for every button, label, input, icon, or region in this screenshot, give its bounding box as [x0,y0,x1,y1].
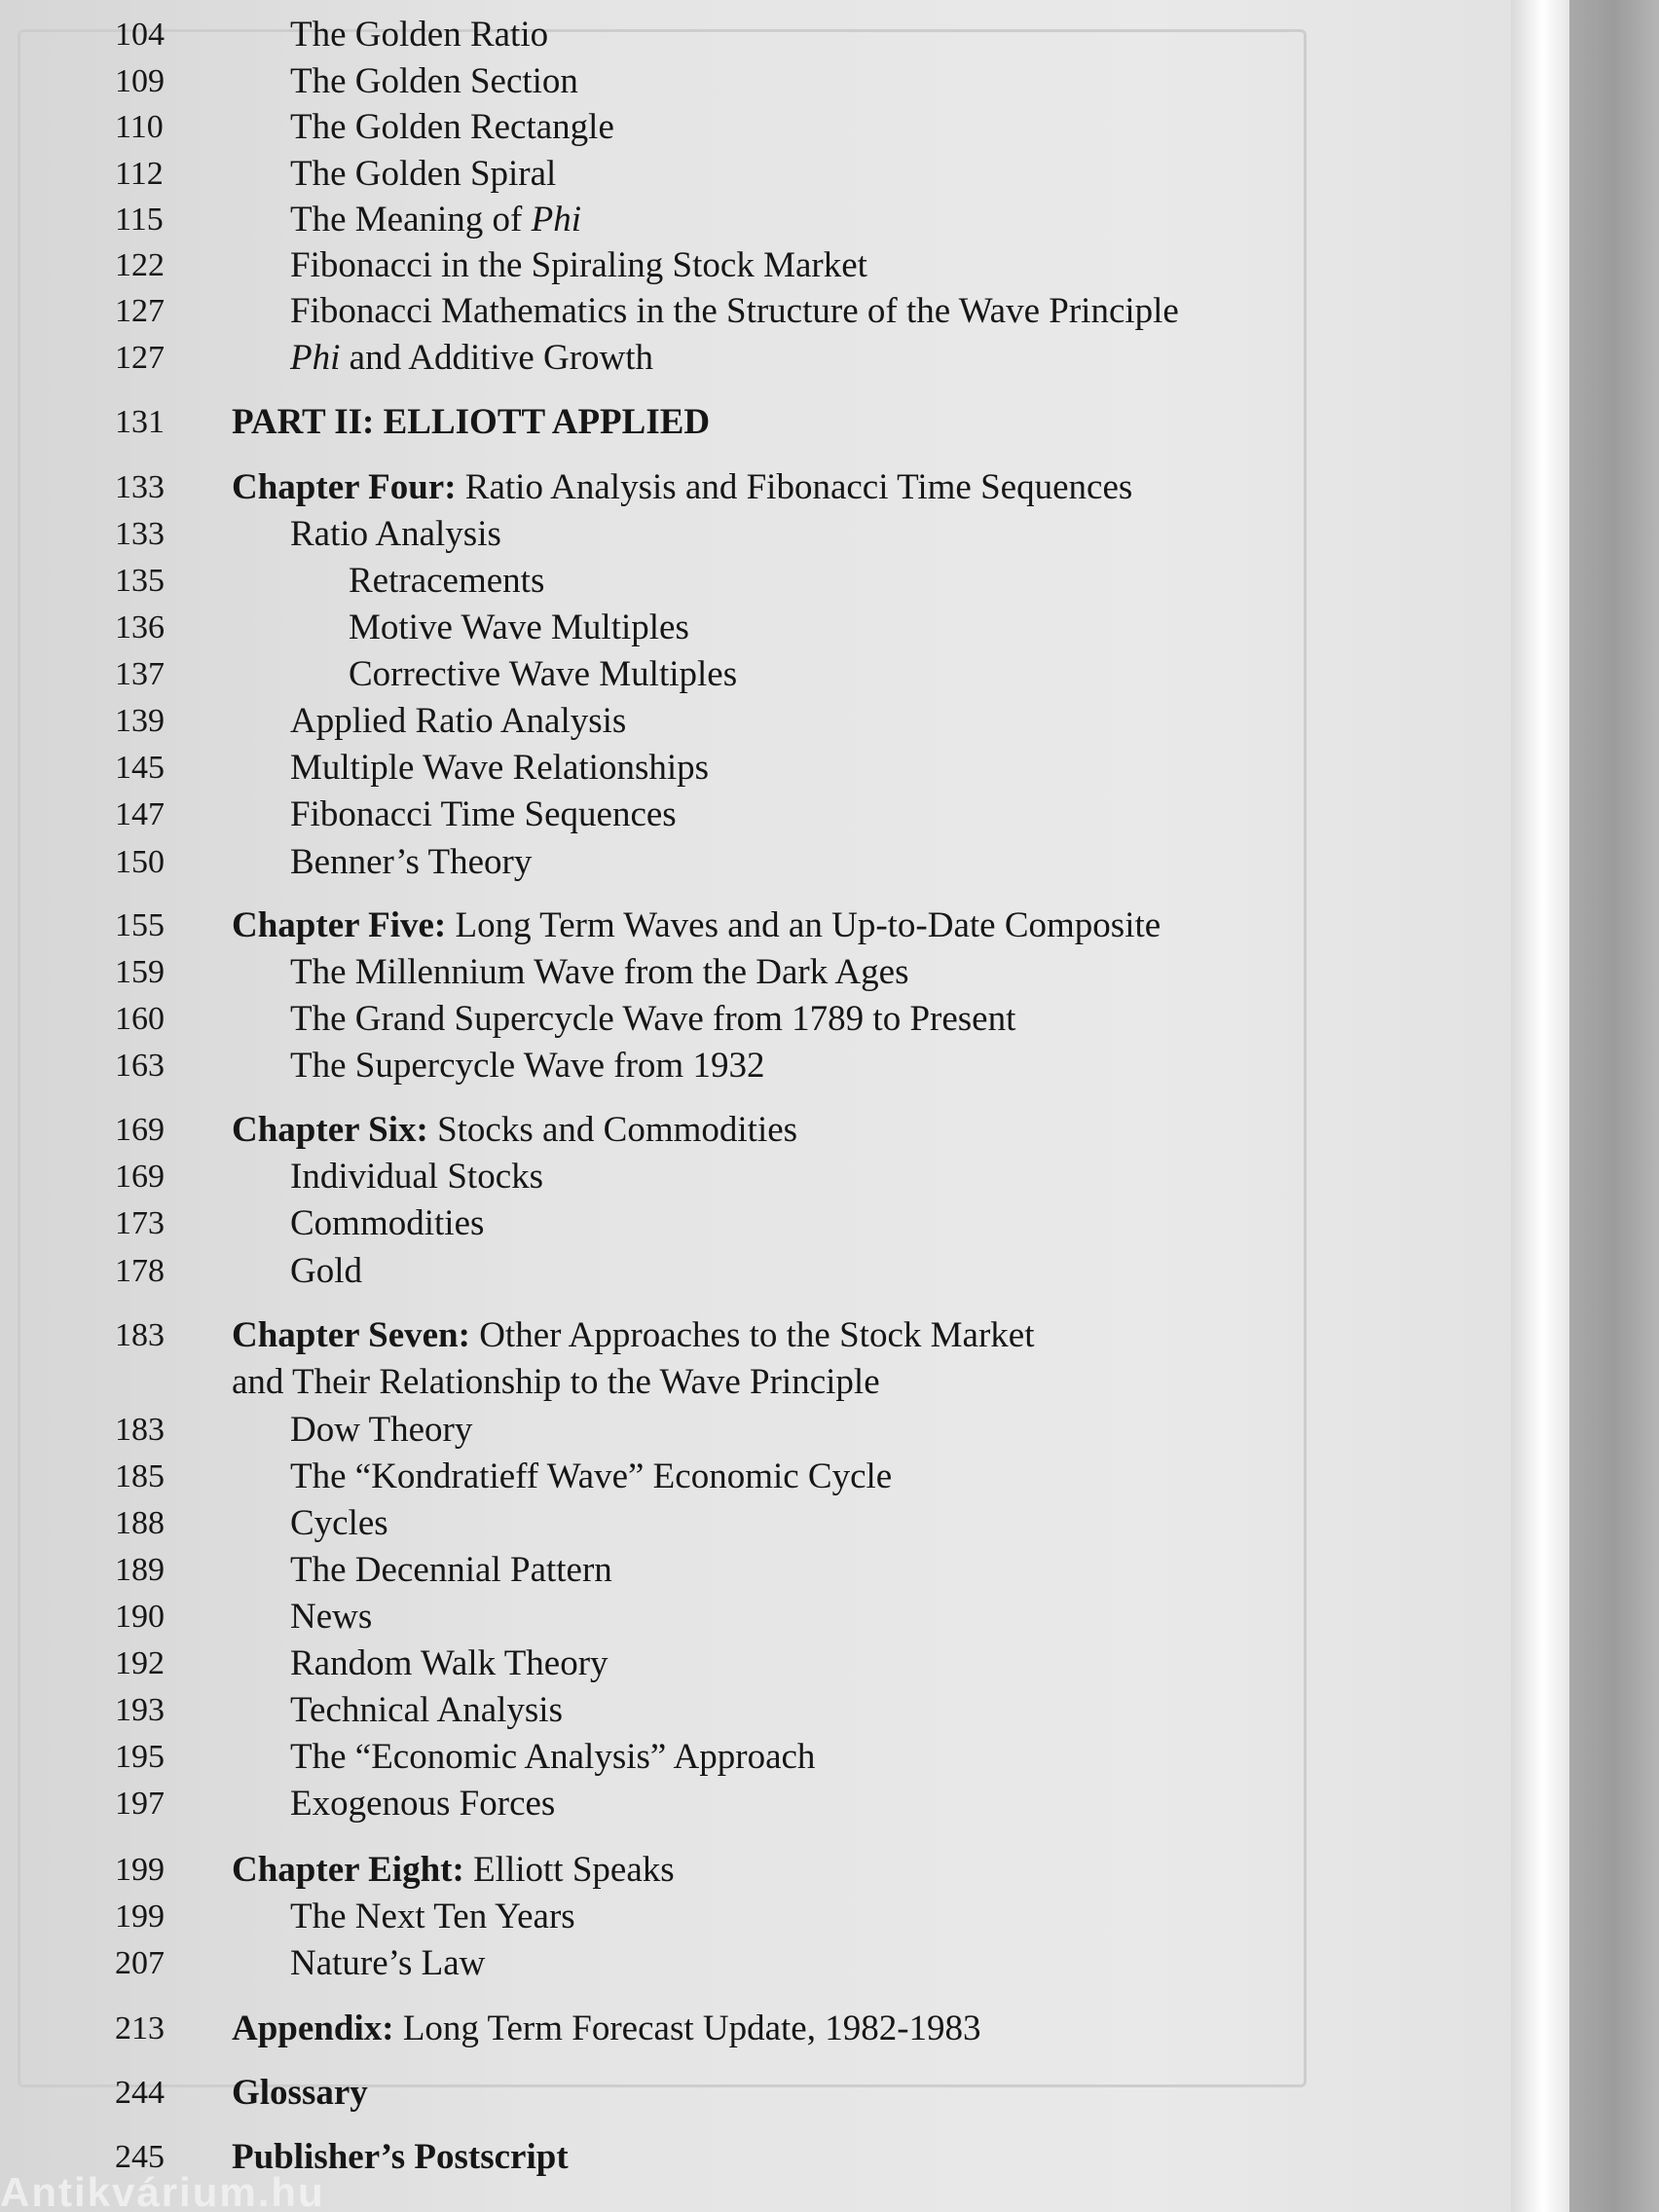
page-number: 127 [115,293,165,329]
page-number: 169 [115,1159,165,1195]
toc-row [0,1045,1363,1091]
page-number: 135 [115,563,165,599]
toc-row [0,1942,1363,1989]
toc-row [0,1849,1363,1896]
section-title: Commodities [290,1203,485,1243]
title-text: and Additive Growth [340,338,654,378]
page-number: 133 [115,469,165,505]
toc-row [0,1250,1363,1297]
page-number: 189 [115,1552,165,1588]
page-number: 159 [115,954,165,990]
page-number: 122 [115,247,165,283]
section-title: Gold [290,1251,362,1291]
page-number: 213 [115,2010,165,2046]
toc-row [0,60,1363,107]
section-title: Fibonacci in the Spiraling Stock Market [290,245,867,285]
page-number: 207 [115,1945,165,1981]
chapter-label: Chapter Eight: [232,1850,464,1890]
section-title: The Golden Ratio [290,15,549,55]
chapter-label: Appendix: [232,2009,394,2048]
page-number: 160 [115,1001,165,1037]
chapter-title: Other Approaches to the Stock Market [469,1315,1035,1355]
toc-row [0,747,1363,793]
postscript-heading: Publisher’s Postscript [232,2137,569,2177]
title-italic: Phi [531,200,582,240]
section-title: The Supercycle Wave from 1932 [290,1046,765,1086]
toc-row [0,1896,1363,1942]
page-number: 193 [115,1692,165,1728]
title-italic: Phi [290,338,341,378]
section-title: Multiple Wave Relationships [290,748,710,788]
title-text: The Meaning of [290,200,532,240]
section-title [290,199,581,241]
page-number: 136 [115,609,165,645]
chapter-label: Chapter Four: [232,467,457,507]
page-edge [1511,0,1569,2212]
page-number: 197 [115,1786,165,1822]
section-title: The “Kondratieff Wave” Economic Cycle [290,1456,893,1496]
section-title: The Next Ten Years [290,1897,575,1936]
subsection-title: Retracements [349,561,545,601]
watermark-logo: Antikvárium.hu [0,2173,325,2212]
section-title: Fibonacci Mathematics in the Structure of the Wave Principle [290,291,1179,331]
chapter-title: Ratio Analysis and Fibonacci Time Sequences [456,467,1133,507]
chapter-title: Long Term Waves and an Up-to-Date Composite [446,905,1161,945]
subsection-title: Corrective Wave Multiples [349,654,738,694]
chapter-heading [232,1314,1034,1357]
chapter-title-continued: and Their Relationship to the Wave Principle [232,1362,880,1402]
section-title: Cycles [290,1503,388,1543]
toc-row [0,1109,1363,1156]
section-title: The Golden Spiral [290,154,557,194]
section-title: Benner’s Theory [290,842,533,882]
toc-row [0,560,1363,607]
toc-row [0,1596,1363,1642]
section-title: The Decennial Pattern [290,1550,612,1590]
section-title: The Golden Section [290,61,578,101]
toc-row [0,2072,1363,2119]
toc-row [0,106,1363,153]
section-title: Fibonacci Time Sequences [290,794,677,834]
toc-row [0,1409,1363,1456]
page-number: 104 [115,17,165,53]
toc-row [0,14,1363,60]
chapter-heading [232,904,1161,947]
page-number: 190 [115,1599,165,1635]
toc-row [0,2008,1363,2054]
chapter-label: Chapter Five: [232,905,447,945]
toc-row [0,1549,1363,1596]
page-number: 173 [115,1205,165,1241]
page-number: 163 [115,1048,165,1084]
toc-row [0,337,1363,384]
toc-row [0,1642,1363,1689]
toc-row [0,466,1363,513]
page-number: 183 [115,1317,165,1353]
chapter-heading [232,1849,675,1892]
toc-row [0,244,1363,291]
toc-row [0,290,1363,337]
section-title: The Golden Rectangle [290,107,614,147]
section-title: News [290,1597,373,1637]
toc-row [0,904,1363,951]
page-number: 195 [115,1739,165,1775]
page-number: 178 [115,1253,165,1289]
chapter-label: Chapter Six: [232,1110,428,1150]
toc-row [0,998,1363,1045]
page-number: 244 [115,2075,165,2111]
toc-row [0,401,1363,448]
page-number: 109 [115,63,165,99]
toc-row [0,793,1363,840]
toc-row [0,951,1363,998]
toc-row [0,1502,1363,1549]
toc-row [0,841,1363,888]
page-number: 199 [115,1852,165,1888]
section-title: Ratio Analysis [290,514,501,554]
chapter-label: Chapter Seven: [232,1315,470,1355]
page-number: 245 [115,2139,165,2175]
section-title: The “Economic Analysis” Approach [290,1737,816,1777]
page-number: 145 [115,750,165,786]
chapter-title: Stocks and Commodities [427,1110,798,1150]
toc-row [0,1314,1363,1408]
page-number: 131 [115,404,165,440]
toc-row [0,1202,1363,1249]
section-title: The Millennium Wave from the Dark Ages [290,952,909,992]
toc-row [0,700,1363,747]
chapter-heading [232,466,1132,509]
page-number: 185 [115,1458,165,1494]
section-title: Applied Ratio Analysis [290,701,627,741]
page-number: 169 [115,1112,165,1148]
glossary-heading: Glossary [232,2073,368,2113]
toc-row [0,199,1363,245]
toc-row [0,1156,1363,1202]
page-number: 115 [115,202,164,238]
page-number: 137 [115,656,165,692]
page-number: 188 [115,1505,165,1541]
section-title: Technical Analysis [290,1690,563,1730]
page-number: 147 [115,796,165,832]
chapter-heading [232,1109,797,1152]
page-number: 199 [115,1899,165,1935]
page-number: 183 [115,1412,165,1448]
section-title: Dow Theory [290,1410,473,1450]
section-title: The Grand Supercycle Wave from 1789 to Present [290,999,1016,1039]
page-number: 133 [115,516,165,552]
background-strip [1569,0,1659,2212]
page-number: 112 [115,156,164,192]
toc-row [0,1783,1363,1829]
section-title: Individual Stocks [290,1157,544,1197]
section-title: Random Walk Theory [290,1643,608,1683]
toc-row [0,1736,1363,1783]
chapter-title: Long Term Forecast Update, 1982-1983 [393,2009,981,2048]
page-number: 127 [115,340,165,376]
section-title: Exogenous Forces [290,1784,556,1824]
section-title [290,337,653,380]
toc-row [0,513,1363,560]
section-title: Nature’s Law [290,1943,486,1983]
appendix-heading [232,2008,981,2050]
page-number: 155 [115,907,165,943]
toc-row [0,653,1363,700]
toc-row [0,1689,1363,1736]
toc-row [0,1456,1363,1502]
subsection-title: Motive Wave Multiples [349,608,689,647]
part-heading: PART II: ELLIOTT APPLIED [232,402,711,442]
page-number: 192 [115,1645,165,1681]
page-number: 150 [115,844,165,880]
toc-row [0,153,1363,200]
toc-row [0,607,1363,653]
page-number: 110 [115,109,164,145]
chapter-title: Elliott Speaks [463,1850,675,1890]
page-number: 139 [115,703,165,739]
